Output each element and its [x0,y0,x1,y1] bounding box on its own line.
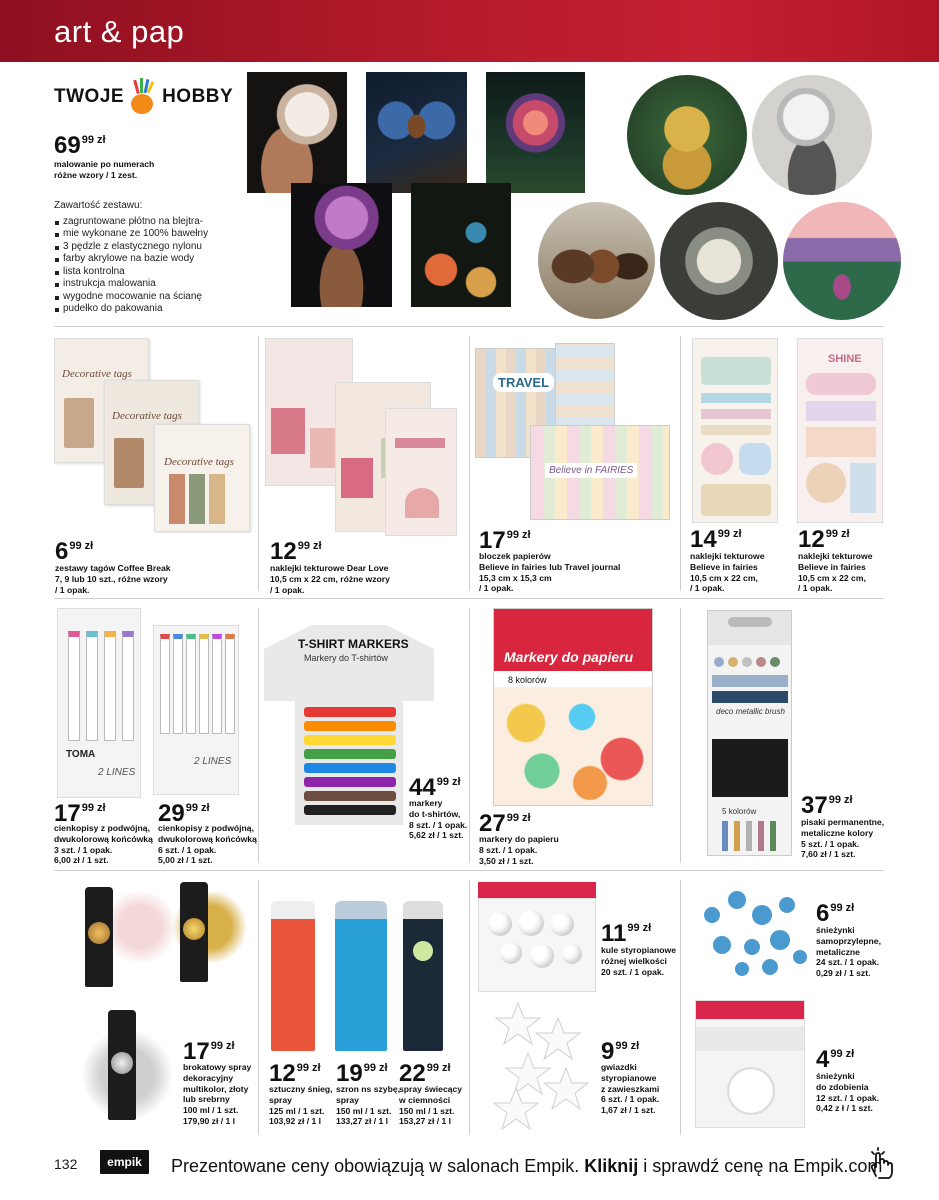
desc-line: samoprzylepne, [816,935,881,946]
painting-purple-flower [291,183,392,307]
list-item: zagruntowane płótno na blejtra- [54,216,208,229]
desc-line: 153,27 zł / 1 l [399,1116,452,1127]
desc-line: 6 szt. / 1 opak. [158,844,217,855]
believe1-product-image [692,338,778,523]
painting-woman-flowers-circle [752,75,872,195]
desc-line: markery do papieru [479,834,559,844]
price-tags [55,540,93,564]
desc-line: 0,29 zł / 1 szt. [816,968,871,979]
desc-line: dwukolorową końcówką [158,833,257,844]
desc-line: malowanie po numerach [54,159,155,169]
desc-line: brokatowy spray [183,1062,252,1072]
price-snieg [269,1062,321,1086]
gwiazdki-product-image [488,998,593,1130]
price-papier [479,812,531,836]
desc-sniezynki2 [816,1071,879,1114]
section-title: art & pap [54,14,185,49]
desc-line: 1,67 zł / 1 szt. [601,1105,656,1116]
price-cents: 99 zł [81,802,106,814]
desc-line: dwukolorową końcówką [54,833,153,844]
travel-label: TRAVEL [493,373,554,392]
price-gwiazdki [601,1040,639,1064]
desc-tshirt [409,798,467,841]
price-main: 44 [409,774,436,801]
desc-line: 179,90 zł / 1 l [183,1116,236,1127]
list-item-text: mie wykonane ze 100% bawełny [63,228,209,239]
empik-logo[interactable]: empik [100,1150,149,1174]
divider [54,326,884,327]
desc-line: 15,3 cm x 15,3 cm [479,572,552,583]
brokat-silver-image [80,1010,175,1130]
szron-can-image [335,901,387,1051]
list-item: lista kontrolna [54,266,208,279]
painting-white-rose [247,72,347,193]
contents-list [54,200,208,316]
divider-vertical [680,880,681,1135]
price-main: 19 [336,1060,363,1087]
desc-believe2 [798,551,873,594]
desc-line: 20 szt. / 1 opak. [601,966,665,977]
desc-line: 5 szt. / 1 opak. [801,838,860,849]
desc-line: sztuczny śnieg, [269,1084,333,1094]
tags-product-image [54,338,254,533]
divider-vertical [258,880,259,1135]
sniezynki2-product-image [695,1000,805,1128]
list-item: instrukcja malowania [54,278,208,291]
price-cents: 99 zł [506,529,531,541]
sniezynki1-product-image [692,885,812,980]
brush-bulb-icon [127,78,159,116]
tags-label: Decorative tags [62,368,132,380]
desc-line: Believe in fairies lub Travel journal [479,561,621,572]
price-cents: 99 zł [830,1048,855,1060]
desc-swiecacy [399,1084,462,1127]
painting-bird [411,183,511,307]
price-cents: 99 zł [717,528,742,540]
desc-line: 100 ml / 1 szt. [183,1105,239,1116]
desc-line: różnej wielkości [601,955,667,966]
footer-notice [171,1156,882,1177]
papier-sublabel: 8 kolorów [508,675,547,685]
desc-line: spray [336,1094,359,1105]
price-main: 17 [54,800,81,827]
desc-line: multikolor, złoty [183,1083,249,1094]
hero-description [54,159,154,181]
tshirt-label: T-SHIRT MARKERS [298,637,409,651]
metallic-product-image [707,610,792,856]
desc-line: szron ns szybę, [336,1084,400,1094]
desc-line: bloczek papierów [479,551,551,561]
desc-bloczek [479,551,620,594]
price-main: 12 [798,526,825,553]
desc-line: 5,62 zł / 1 szt. [409,830,464,841]
logo-word-right: HOBBY [162,86,234,107]
footer-text: Prezentowane ceny obowiązują w salonach Empik. [171,1156,580,1176]
desc-line: spray [269,1094,292,1105]
price-cents: 99 zł [627,922,652,934]
tags-label: Decorative tags [112,410,182,422]
price-main: 6 [816,900,830,927]
divider-vertical [258,336,259,591]
price-kule [601,922,651,946]
contents-heading: Zawartość zestawu: [54,200,143,211]
swiecacy-can-image [403,901,443,1051]
desc-line: naklejki tekturowe Dear Love [270,563,389,573]
desc-line: gwiazdki [601,1062,637,1072]
price-main: 27 [479,810,506,837]
desc-believe1 [690,551,765,594]
price-dearlove [270,540,322,564]
desc-line: do t-shirtów, [409,808,461,819]
page-header [0,0,939,62]
painting-horses-circle [538,202,655,319]
footer-text: i sprawdź cenę na Empik.com [643,1156,883,1176]
price-hero [54,134,106,158]
cienkopisy6-product-image [153,625,239,795]
desc-line: 8 szt. / 1 opak. [479,844,538,855]
list-item: farby akrylowe na bazie wody [54,253,208,266]
divider-vertical [469,608,470,863]
price-cents: 99 zł [297,540,322,552]
desc-line: 7,60 zł / 1 szt. [801,849,856,860]
desc-line: pisaki permanentne, [801,817,885,827]
price-main: 12 [269,1060,296,1087]
painting-butterfly [366,72,467,193]
price-main: 17 [479,527,506,554]
list-item: pudełko do pakowania [54,303,208,316]
tshirt-sublabel: Markery do T-shirtów [304,653,388,663]
price-tshirt [409,776,461,800]
desc-line: metaliczne [816,946,860,957]
desc-line: naklejki tekturowe [798,551,873,561]
price-szron [336,1062,388,1086]
desc-line: lub srebrny [183,1094,230,1105]
desc-line: 150 ml / 1 szt. [336,1105,392,1116]
page-footer [0,1140,939,1200]
desc-line: 0,42 z ł / 1 szt. [816,1103,873,1114]
dearlove-product-image [265,338,460,538]
desc-line: do zdobienia [816,1081,869,1092]
price-main: 29 [158,800,185,827]
page-number: 132 [54,1156,78,1172]
price-main: 69 [54,132,81,159]
desc-line: / 1 opak. [55,584,90,595]
desc-papier [479,834,559,866]
desc-line: styropianowe [601,1072,657,1083]
desc-line: Believe in fairies [690,561,758,572]
metallic-colors-label: 5 kolorów [722,807,757,816]
divider-vertical [469,880,470,1135]
desc-line: / 1 opak. [690,583,725,594]
desc-line: 12 szt. / 1 opak. [816,1092,880,1103]
desc-line: kule styropianowe [601,945,676,955]
price-cents: 99 zł [828,794,853,806]
desc-line: różne wzory / 1 zest. [54,169,138,180]
price-main: 11 [601,920,627,947]
price-main: 37 [801,792,828,819]
papier-label: Markery do papieru [504,649,634,665]
list-item-continued [54,228,208,241]
desc-line: 8 szt. / 1 opak. [409,819,468,830]
list-item: wygodne mocowanie na ścianę [54,291,208,304]
desc-line: Believe in fairies [798,561,866,572]
fairies-label: Believe in FAIRIES [545,463,637,478]
desc-line: śnieżynki [816,925,855,935]
divider-vertical [680,336,681,591]
price-cents: 99 zł [825,528,850,540]
price-main: 14 [690,526,717,553]
price-main: 6 [55,538,69,565]
desc-line: 125 ml / 1 szt. [269,1105,325,1116]
desc-line: / 1 opak. [270,584,305,595]
desc-cienkopisy3 [54,823,153,866]
price-main: 9 [601,1038,615,1065]
twoje-hobby-logo [54,74,233,120]
desc-line: markery [409,798,443,808]
desc-line: zestawy tagów Coffee Break [55,563,171,573]
desc-line: w ciemności [399,1094,451,1105]
price-cents: 99 zł [81,134,106,146]
desc-line: dekoracyjny [183,1072,234,1083]
desc-line: metaliczne kolory [801,827,874,838]
price-cents: 99 zł [69,540,94,552]
price-cents: 99 zł [296,1062,321,1074]
price-cents: 99 zł [506,812,531,824]
metallic-label: deco metallic brush [716,707,785,716]
price-main: 17 [183,1038,210,1065]
price-cents: 99 zł [210,1040,235,1052]
desc-line: śnieżynki [816,1071,855,1081]
painting-white-plant-circle [660,202,778,320]
desc-line: z zawieszkami [601,1083,660,1094]
shine-label: SHINE [828,353,862,365]
desc-line: 10,5 cm x 22 cm, [690,572,758,583]
desc-dearlove [270,563,390,595]
price-believe2 [798,528,850,552]
pointer-hand-icon[interactable] [862,1146,898,1182]
cienkopisy3-product-image [57,608,141,798]
desc-brokat [183,1062,251,1127]
price-cents: 99 zł [426,1062,451,1074]
desc-line: 5,00 zł / 1 szt. [158,855,213,866]
papier-product-image [493,608,653,806]
toma-brand: TOMA [66,749,96,760]
price-cents: 99 zł [615,1040,640,1052]
painting-car-road-circle [783,202,901,320]
divider [54,598,884,599]
price-cents: 99 zł [436,776,461,788]
desc-line: cienkopisy z podwójną, [54,823,150,833]
divider [54,870,884,871]
price-sniezynki2 [816,1048,854,1072]
price-metallic [801,794,853,818]
price-bloczek [479,529,531,553]
desc-szron [336,1084,400,1127]
desc-kule [601,945,676,977]
desc-line: spray świecący [399,1084,463,1094]
desc-line: 10,5 cm x 22 cm, [798,572,866,583]
desc-metallic [801,817,884,860]
divider-vertical [680,608,681,863]
desc-gwiazdki [601,1062,659,1116]
desc-line: 133,27 zł / 1 l [336,1116,389,1127]
price-cents: 99 zł [830,902,855,914]
desc-cienkopisy6 [158,823,257,866]
desc-line: 24 szt. / 1 opak. [816,957,880,968]
price-sniezynki1 [816,902,854,926]
painting-rose [486,72,585,193]
desc-line: cienkopisy z podwójną, [158,823,254,833]
desc-line: 3 szt. / 1 opak. [54,844,113,855]
desc-line: naklejki tekturowe [690,551,765,561]
bloczek-product-image [475,343,675,523]
twolines-label: 2 LINES [98,767,136,778]
desc-line: 10,5 cm x 22 cm, różne wzory [270,573,390,584]
desc-snieg [269,1084,333,1127]
desc-line: 6,00 zł / 1 szt. [54,855,109,866]
desc-line: 7, 9 lub 10 szt., różne wzory [55,573,168,584]
desc-line: / 1 opak. [798,583,833,594]
tags-label: Decorative tags [164,456,234,468]
price-main: 4 [816,1046,830,1073]
price-believe1 [690,528,742,552]
desc-line: 6 szt. / 1 opak. [601,1094,660,1105]
desc-line: 3,50 zł / 1 szt. [479,855,534,866]
desc-sniezynki1 [816,925,881,979]
desc-line: 103,92 zł / 1 l [269,1116,322,1127]
price-main: 22 [399,1060,426,1087]
divider-vertical [258,608,259,863]
twolines-label: 2 LINES [194,756,232,767]
price-main: 12 [270,538,297,565]
desc-line: / 1 opak. [479,583,514,594]
list-item: 3 pędzle z elastycznego nylonu [54,241,208,254]
price-cents: 99 zł [363,1062,388,1074]
snieg-can-image [271,901,315,1051]
price-brokat [183,1040,235,1064]
believe2-product-image [797,338,883,523]
price-cents: 99 zł [185,802,210,814]
click-link[interactable]: Kliknij [584,1156,639,1176]
divider-vertical [469,336,470,591]
desc-line: 150 ml / 1 szt. [399,1105,455,1116]
desc-tags [55,563,171,595]
price-swiecacy [399,1062,451,1086]
kule-product-image [478,882,596,992]
painting-giraffe-circle [627,75,747,195]
logo-word-left: TWOJE [54,86,125,107]
